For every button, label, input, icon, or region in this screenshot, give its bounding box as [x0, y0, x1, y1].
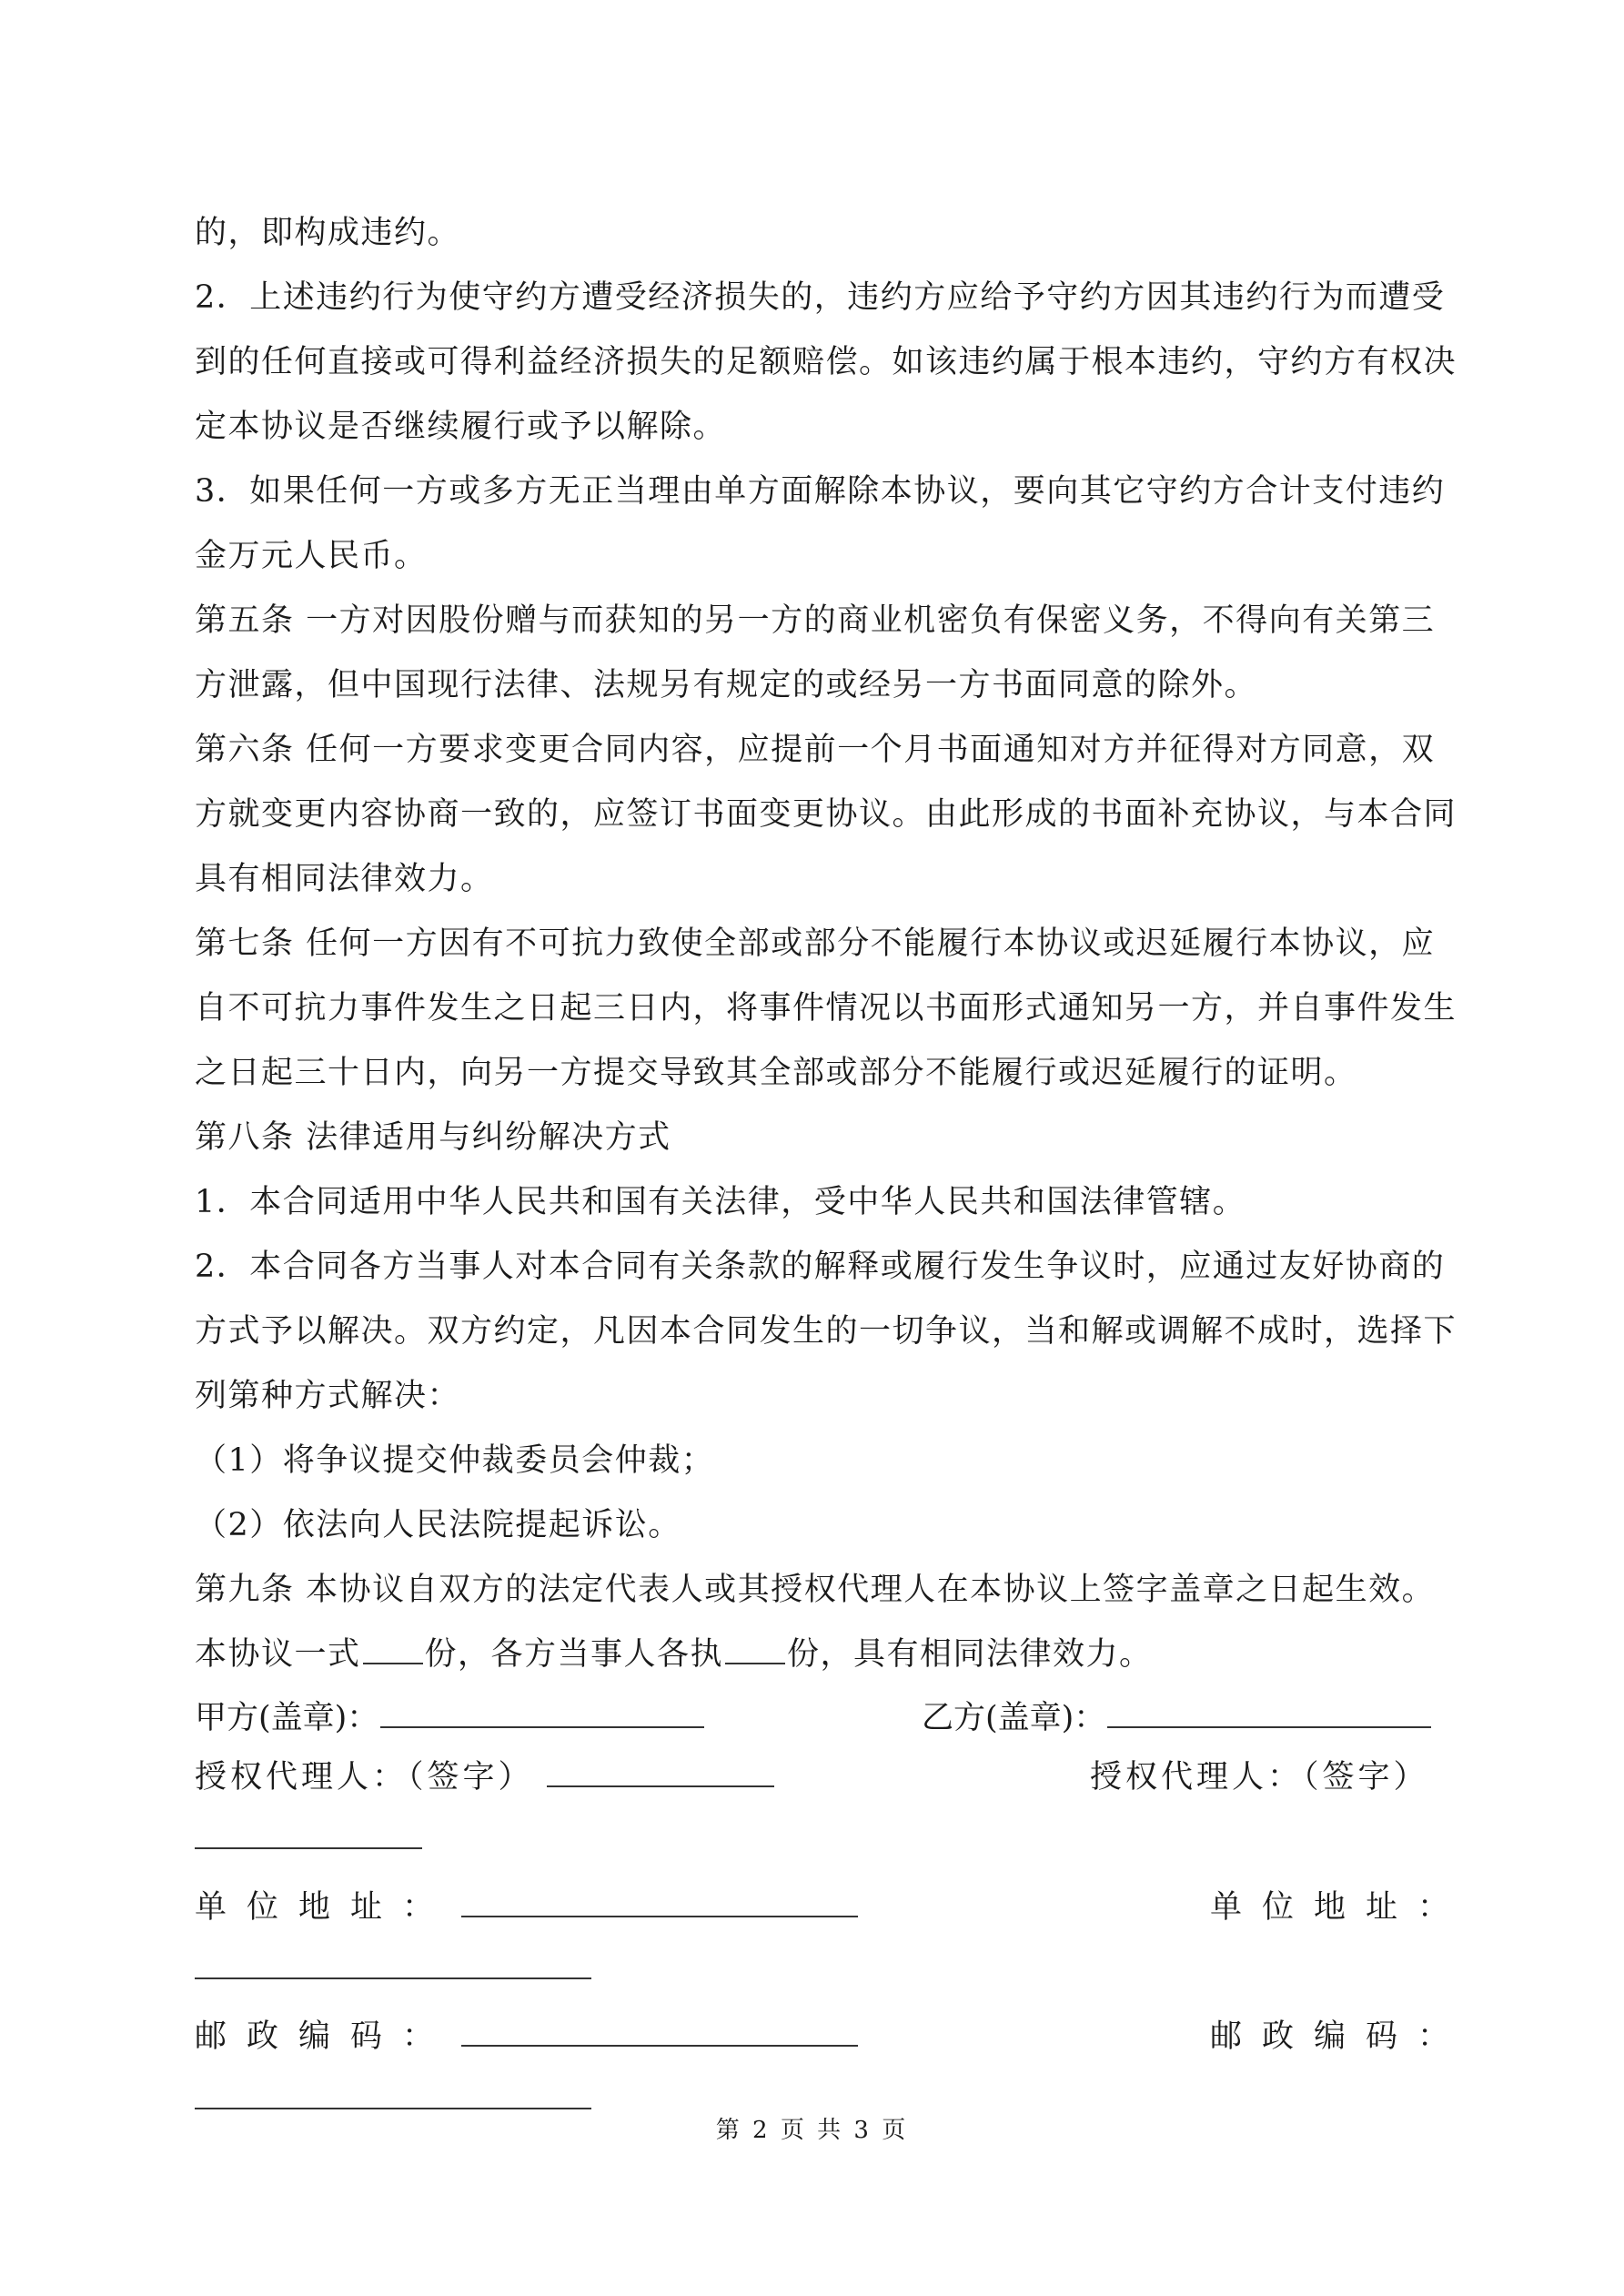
text-line: 方式予以解决。双方约定，凡因本合同发生的一切争议，当和解或调解不成时，选择下: [195, 1313, 1458, 1350]
text-line: 金万元人民币。: [195, 538, 428, 574]
text-line: 定本协议是否继续履行或予以解除。: [195, 409, 727, 445]
copies-text-2: 份，各方当事人各执: [424, 1636, 724, 1673]
party-b-seal-row: [922, 1693, 1433, 1738]
postcode-b-blank[interactable]: [195, 2108, 591, 2109]
text-line: （2）依法向人民法院提起诉讼。: [195, 1507, 681, 1543]
postcode-a-blank[interactable]: [461, 2018, 858, 2047]
copies-blank[interactable]: [363, 1635, 423, 1664]
postcode-a-label: 邮政编码：: [195, 2018, 455, 2055]
text-line: 2．本合同各方当事人对本合同有关条款的解释或履行发生争议时，应通过友好协商的: [195, 1249, 1446, 1285]
party-a-seal-blank[interactable]: [380, 1699, 704, 1728]
party-b-seal-blank[interactable]: [1107, 1699, 1431, 1728]
agent-a-label: 授权代理人：（签字）: [195, 1759, 534, 1795]
agent-a-blank[interactable]: [547, 1758, 774, 1787]
text-line: 的，即构成违约。: [195, 215, 461, 251]
address-b-blank[interactable]: [195, 1977, 591, 1979]
text-line: （1）将争议提交仲裁委员会仲裁；: [195, 1442, 715, 1479]
postcode-a-row: [195, 2011, 860, 2057]
party-a-seal-label: 甲方(盖章)：: [195, 1700, 379, 1736]
copies-line: [195, 1629, 1153, 1674]
party-a-seal-row: [195, 1693, 706, 1738]
text-line: 2．上述违约行为使守约方遭受经济损失的，违约方应给予守约方因其违约行为而遭受: [195, 279, 1446, 316]
text-line: 具有相同法律效力。: [195, 861, 494, 897]
text-line: 到的任何直接或可得利益经济损失的足额赔偿。如该违约属于根本违约，守约方有权决: [195, 344, 1458, 380]
agent-b-label: 授权代理人：（签字）: [1090, 1759, 1429, 1795]
text-line: 第九条 本协议自双方的法定代表人或其授权代理人在本协议上签字盖章之日起生效。: [195, 1572, 1436, 1608]
copies-text-3: 份，具有相同法律效力。: [787, 1636, 1153, 1673]
agent-a-row: [195, 1752, 776, 1797]
address-a-label: 单位地址：: [195, 1889, 455, 1926]
postcode-b-label: 邮政编码：: [1210, 2018, 1470, 2055]
agent-b-blank[interactable]: [195, 1847, 422, 1849]
text-line: 第五条 一方对因股份赠与而获知的另一方的商业机密负有保密义务，不得向有关第三: [195, 602, 1436, 639]
text-line: 第七条 任何一方因有不可抗力致使全部或部分不能履行本协议或迟延履行本协议，应: [195, 925, 1436, 962]
text-line: 1．本合同适用中华人民共和国有关法律，受中华人民共和国法律管辖。: [195, 1184, 1246, 1220]
address-a-row: [195, 1882, 860, 1927]
text-line: 方泄露，但中国现行法律、法规另有规定的或经另一方书面同意的除外。: [195, 667, 1258, 703]
address-b-label: 单位地址：: [1210, 1889, 1470, 1926]
text-line: 列第种方式解决：: [195, 1378, 461, 1414]
text-line: 之日起三十日内，向另一方提交导致其全部或部分不能履行或迟延履行的证明。: [195, 1055, 1357, 1091]
address-a-blank[interactable]: [461, 1888, 858, 1917]
text-line: 自不可抗力事件发生之日起三日内，将事件情况以书面形式通知另一方，并自事件发生: [195, 990, 1458, 1027]
text-line: 方就变更内容协商一致的，应签订书面变更协议。由此形成的书面补充协议，与本合同: [195, 796, 1458, 833]
text-line: 3．如果任何一方或多方无正当理由单方面解除本协议，要向其它守约方合计支付违约: [195, 473, 1446, 510]
party-b-seal-label: 乙方(盖章)：: [922, 1700, 1106, 1736]
copies-text-1: 本协议一式: [195, 1636, 361, 1673]
page-footer: 第 2 页 共 3 页: [715, 2117, 909, 2144]
each-copies-blank[interactable]: [725, 1635, 785, 1664]
text-line: 第八条 法律适用与纠纷解决方式: [195, 1119, 671, 1156]
text-line: 第六条 任何一方要求变更合同内容，应提前一个月书面通知对方并征得对方同意，双: [195, 732, 1436, 768]
